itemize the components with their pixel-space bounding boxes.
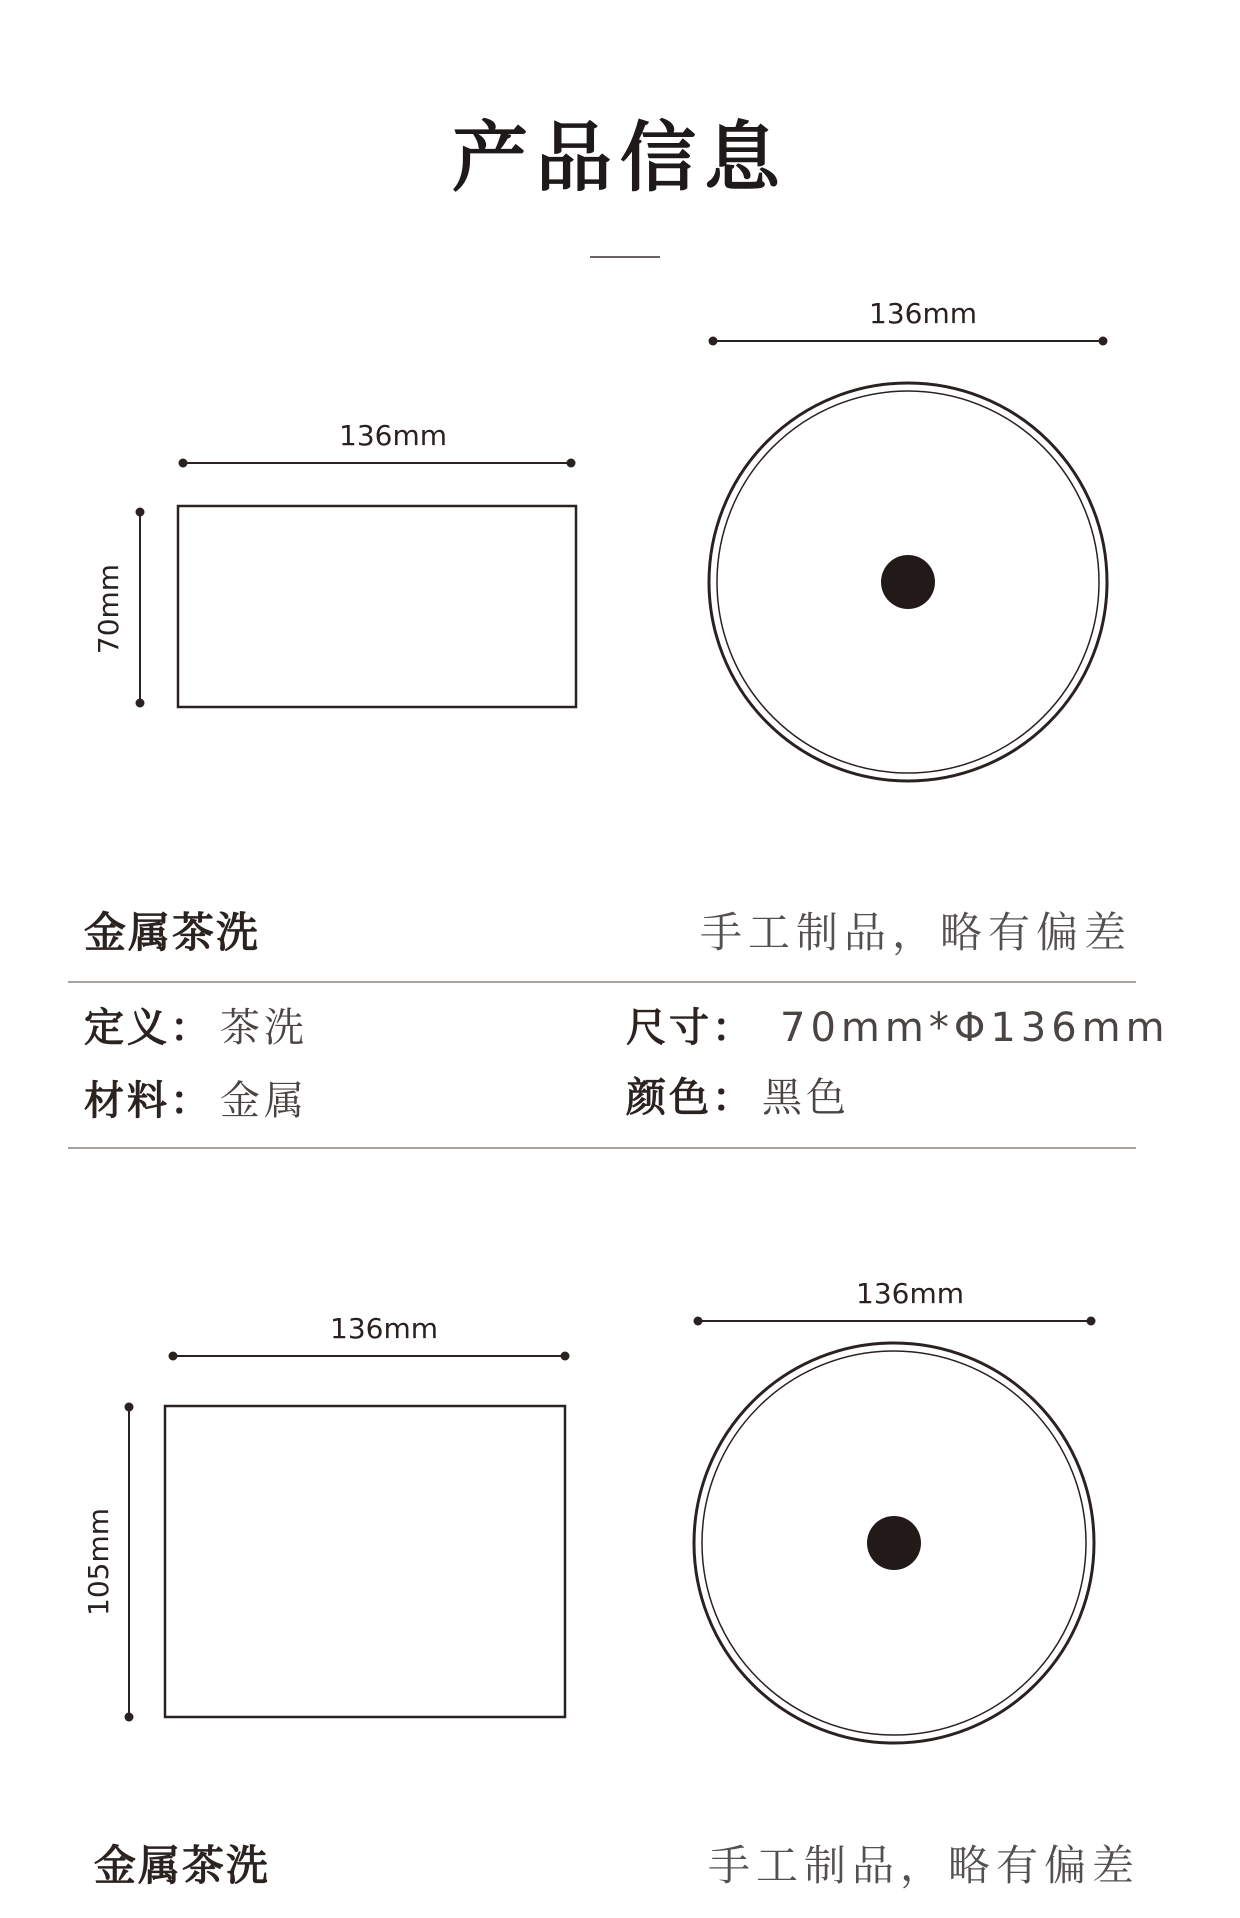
product2-name: 金属茶洗 [94, 1841, 271, 1890]
dimension-endpoint [1087, 1317, 1096, 1326]
dimension-endpoint [1099, 337, 1108, 346]
color-label: 颜色： [626, 1075, 755, 1121]
product1-name: 金属茶洗 [84, 908, 261, 957]
product2-side-width-label: 136mm [330, 1312, 438, 1345]
dimension-endpoint [567, 459, 576, 468]
product1-top-divider [68, 981, 1136, 983]
product2-side-height-label: 105mm [82, 1508, 115, 1616]
dimension-endpoint [561, 1352, 570, 1361]
size-label: 尺寸： [626, 1005, 755, 1051]
color-value: 黑色 [762, 1075, 850, 1121]
product1-top-diameter-label: 136mm [869, 297, 977, 330]
dimension-endpoint [125, 1713, 134, 1722]
dimension-endpoint [136, 699, 145, 708]
product2-top-view [694, 1277, 1096, 1743]
product1-top-view [709, 297, 1108, 781]
dimension-endpoint [125, 1403, 134, 1412]
product1-side-height-label: 70mm [92, 563, 125, 655]
page-title: 产品信息 [452, 113, 788, 202]
dimension-endpoint [179, 459, 188, 468]
material-value: 金属 [220, 1078, 308, 1124]
product1-side-width-label: 136mm [339, 419, 447, 452]
dimension-endpoint [694, 1317, 703, 1326]
product1-side-outline [178, 506, 576, 707]
product2-top-diameter-label: 136mm [856, 1277, 964, 1310]
size-value: 70mm*Φ136mm [780, 1005, 1170, 1051]
product2-note: 手工制品，略有偏差 [707, 1841, 1140, 1890]
product1-center-hole [881, 555, 935, 609]
definition-label: 定义： [84, 1005, 213, 1051]
product1-bottom-divider [68, 1147, 1136, 1149]
dimension-endpoint [709, 337, 718, 346]
dimension-endpoint [136, 508, 145, 517]
definition-value: 茶洗 [220, 1005, 308, 1051]
dimension-endpoint [169, 1352, 178, 1361]
product2-center-hole [867, 1516, 921, 1570]
product1-side-view [92, 419, 576, 708]
product2-side-outline [165, 1406, 565, 1717]
product1-note: 手工制品，略有偏差 [699, 908, 1132, 957]
product2-side-view [82, 1312, 570, 1722]
material-label: 材料： [84, 1078, 213, 1124]
